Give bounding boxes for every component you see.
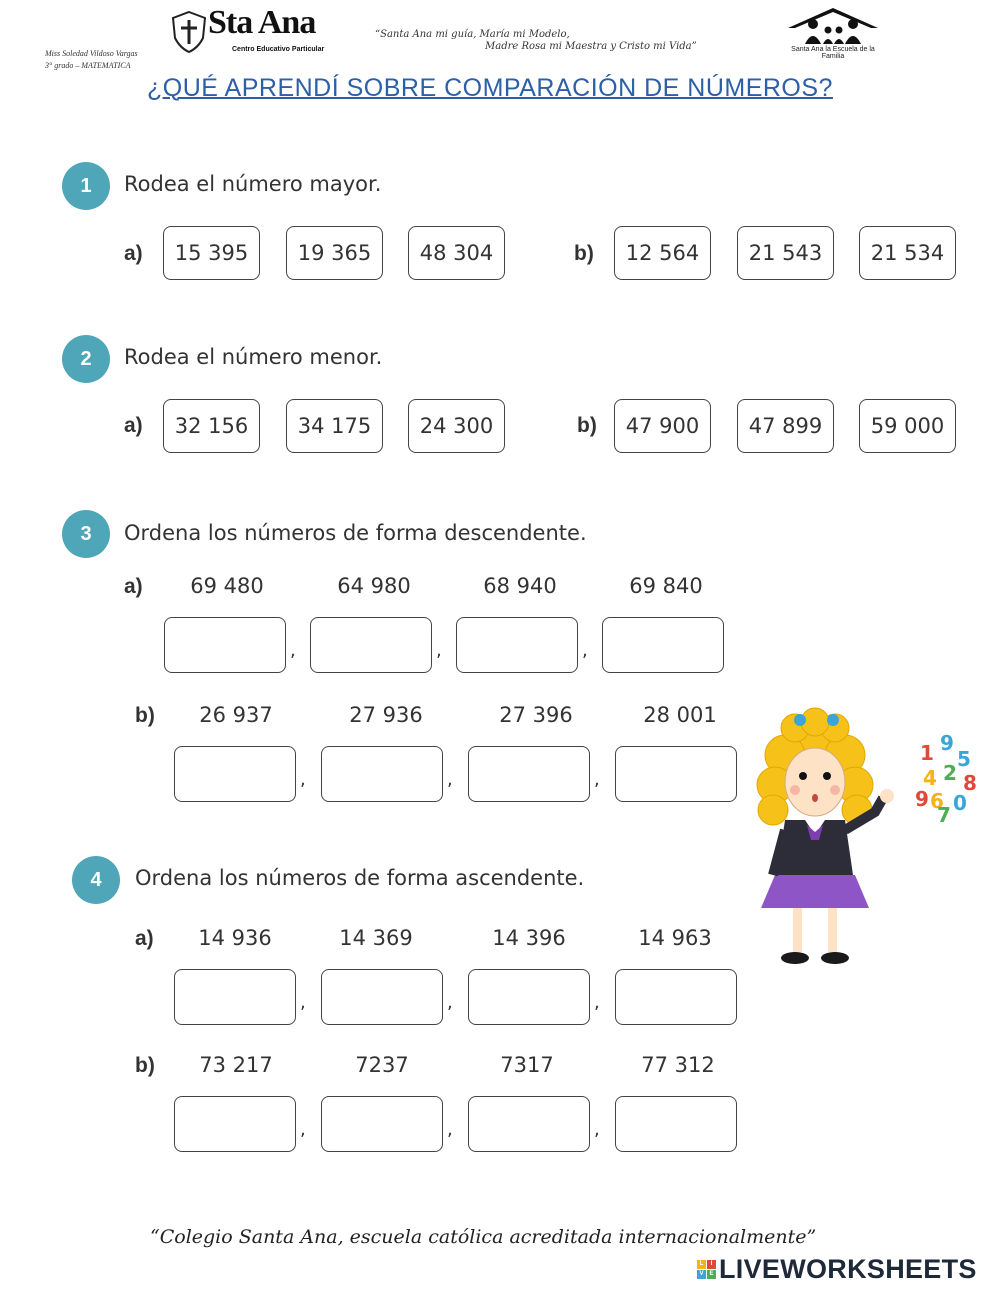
separator: , bbox=[594, 769, 600, 790]
exercise-4b-answer-1[interactable] bbox=[174, 1096, 296, 1152]
decor-number-1: 1 bbox=[920, 741, 934, 765]
exercise-4b-number-1: 73 217 bbox=[199, 1053, 273, 1077]
svg-text:4: 4 bbox=[923, 766, 937, 790]
teacher-name: Miss Soledad Vildoso Vargas bbox=[45, 49, 138, 58]
exercise-2b-option-2[interactable]: 47 899 bbox=[737, 399, 834, 453]
separator: , bbox=[447, 992, 453, 1013]
exercise-3a-label: a) bbox=[124, 575, 143, 598]
exercise-4a-answer-1[interactable] bbox=[174, 969, 296, 1025]
exercise-2b-option-1[interactable]: 47 900 bbox=[614, 399, 711, 453]
exercise-2a-option-2[interactable]: 34 175 bbox=[286, 399, 383, 453]
svg-text:9: 9 bbox=[940, 731, 954, 755]
exercise-3b-number-2: 27 936 bbox=[349, 703, 423, 727]
exercise-1a-option-1[interactable]: 15 395 bbox=[163, 226, 260, 280]
exercise-1a-option-2[interactable]: 19 365 bbox=[286, 226, 383, 280]
liveworksheets-logo-icon: L I V E bbox=[697, 1260, 716, 1279]
exercise-3-instruction: Ordena los números de forma descendente. bbox=[124, 521, 587, 545]
separator: , bbox=[594, 992, 600, 1013]
exercise-3b-answer-1[interactable] bbox=[174, 746, 296, 802]
exercise-2b-label: b) bbox=[577, 414, 597, 437]
exercise-1a-label: a) bbox=[124, 242, 143, 265]
exercise-4b-label: b) bbox=[135, 1054, 155, 1077]
liveworksheets-text: LIVEWORKSHEETS bbox=[719, 1254, 977, 1284]
svg-text:9: 9 bbox=[915, 787, 929, 811]
svg-text:5: 5 bbox=[957, 747, 971, 771]
exercise-4b-number-2: 7237 bbox=[355, 1053, 409, 1077]
exercise-4b-answer-2[interactable] bbox=[321, 1096, 443, 1152]
exercise-4a-number-2: 14 369 bbox=[339, 926, 413, 950]
exercise-3b-number-3: 27 396 bbox=[499, 703, 573, 727]
exercise-4a-answer-4[interactable] bbox=[615, 969, 737, 1025]
girl-illustration bbox=[745, 700, 985, 985]
exercise-1b-label: b) bbox=[574, 242, 594, 265]
exercise-3a-number-2: 64 980 bbox=[337, 574, 411, 598]
exercise-2a-option-3[interactable]: 24 300 bbox=[408, 399, 505, 453]
separator: , bbox=[300, 769, 306, 790]
separator: , bbox=[300, 1119, 306, 1140]
exercise-3a-number-1: 69 480 bbox=[190, 574, 264, 598]
exercise-4a-answer-2[interactable] bbox=[321, 969, 443, 1025]
svg-text:8: 8 bbox=[963, 771, 977, 795]
exercise-4a-number-3: 14 396 bbox=[492, 926, 566, 950]
exercise-3a-answer-1[interactable] bbox=[164, 617, 286, 673]
exercise-4b-answer-4[interactable] bbox=[615, 1096, 737, 1152]
school-logo bbox=[170, 4, 355, 56]
exercise-4a-answer-3[interactable] bbox=[468, 969, 590, 1025]
separator: , bbox=[447, 769, 453, 790]
exercise-4a-number-1: 14 936 bbox=[198, 926, 272, 950]
separator: , bbox=[300, 992, 306, 1013]
svg-text:6: 6 bbox=[930, 789, 944, 813]
exercise-4b-answer-3[interactable] bbox=[468, 1096, 590, 1152]
exercise-3b-number-1: 26 937 bbox=[199, 703, 273, 727]
exercise-2a-option-1[interactable]: 32 156 bbox=[163, 399, 260, 453]
exercise-1b-option-1[interactable]: 12 564 bbox=[614, 226, 711, 280]
separator: , bbox=[436, 640, 442, 661]
school-logo-text: Sta Ana bbox=[208, 4, 316, 41]
exercise-4-number: 4 bbox=[72, 856, 120, 904]
exercise-2a-label: a) bbox=[124, 414, 143, 437]
separator: , bbox=[582, 640, 588, 661]
exercise-3b-answer-3[interactable] bbox=[468, 746, 590, 802]
separator: , bbox=[290, 640, 296, 661]
exercise-1-number: 1 bbox=[62, 162, 110, 210]
exercise-4a-label: a) bbox=[135, 927, 154, 950]
exercise-3b-answer-4[interactable] bbox=[615, 746, 737, 802]
family-logo bbox=[783, 6, 883, 66]
motto-line-2: Madre Rosa mi Maestra y Cristo mi Vida” bbox=[485, 41, 697, 52]
exercise-3a-answer-4[interactable] bbox=[602, 617, 724, 673]
svg-text:7: 7 bbox=[937, 803, 951, 827]
exercise-3b-answer-2[interactable] bbox=[321, 746, 443, 802]
exercise-3b-label: b) bbox=[135, 704, 155, 727]
exercise-3b-number-4: 28 001 bbox=[643, 703, 717, 727]
exercise-2b-option-3[interactable]: 59 000 bbox=[859, 399, 956, 453]
family-logo-text: Santa Ana la Escuela de la Familia bbox=[791, 46, 875, 60]
school-footer-quote: “Colegio Santa Ana, escuela católica acreditada internacionalmente” bbox=[150, 1226, 817, 1248]
exercise-3a-answer-2[interactable] bbox=[310, 617, 432, 673]
exercise-4-instruction: Ordena los números de forma ascendente. bbox=[135, 866, 585, 890]
page-title: ¿QUÉ APRENDÍ SOBRE COMPARACIÓN DE NÚMEROS? bbox=[147, 74, 833, 102]
exercise-1-instruction: Rodea el número mayor. bbox=[124, 172, 382, 196]
liveworksheets-brand bbox=[697, 1254, 977, 1285]
exercise-3-number: 3 bbox=[62, 510, 110, 558]
svg-text:2: 2 bbox=[943, 761, 957, 785]
separator: , bbox=[447, 1119, 453, 1140]
school-logo-subtitle: Centro Educativo Particular bbox=[232, 46, 325, 53]
separator: , bbox=[594, 1119, 600, 1140]
exercise-1a-option-3[interactable]: 48 304 bbox=[408, 226, 505, 280]
exercise-2-instruction: Rodea el número menor. bbox=[124, 345, 383, 369]
exercise-3a-number-4: 69 840 bbox=[629, 574, 703, 598]
exercise-4a-number-4: 14 963 bbox=[638, 926, 712, 950]
motto-line-1: “Santa Ana mi guía, María mi Modelo, bbox=[375, 29, 570, 40]
exercise-3a-answer-3[interactable] bbox=[456, 617, 578, 673]
school-crest-icon bbox=[170, 10, 208, 54]
exercise-1b-option-3[interactable]: 21 534 bbox=[859, 226, 956, 280]
exercise-2-number: 2 bbox=[62, 335, 110, 383]
exercise-3a-number-3: 68 940 bbox=[483, 574, 557, 598]
svg-text:0: 0 bbox=[953, 791, 967, 815]
family-icon bbox=[783, 6, 883, 46]
grade-subject: 3° grado – MATEMATICA bbox=[45, 61, 131, 70]
exercise-4b-number-4: 77 312 bbox=[641, 1053, 715, 1077]
exercise-1b-option-2[interactable]: 21 543 bbox=[737, 226, 834, 280]
exercise-4b-number-3: 7317 bbox=[500, 1053, 554, 1077]
